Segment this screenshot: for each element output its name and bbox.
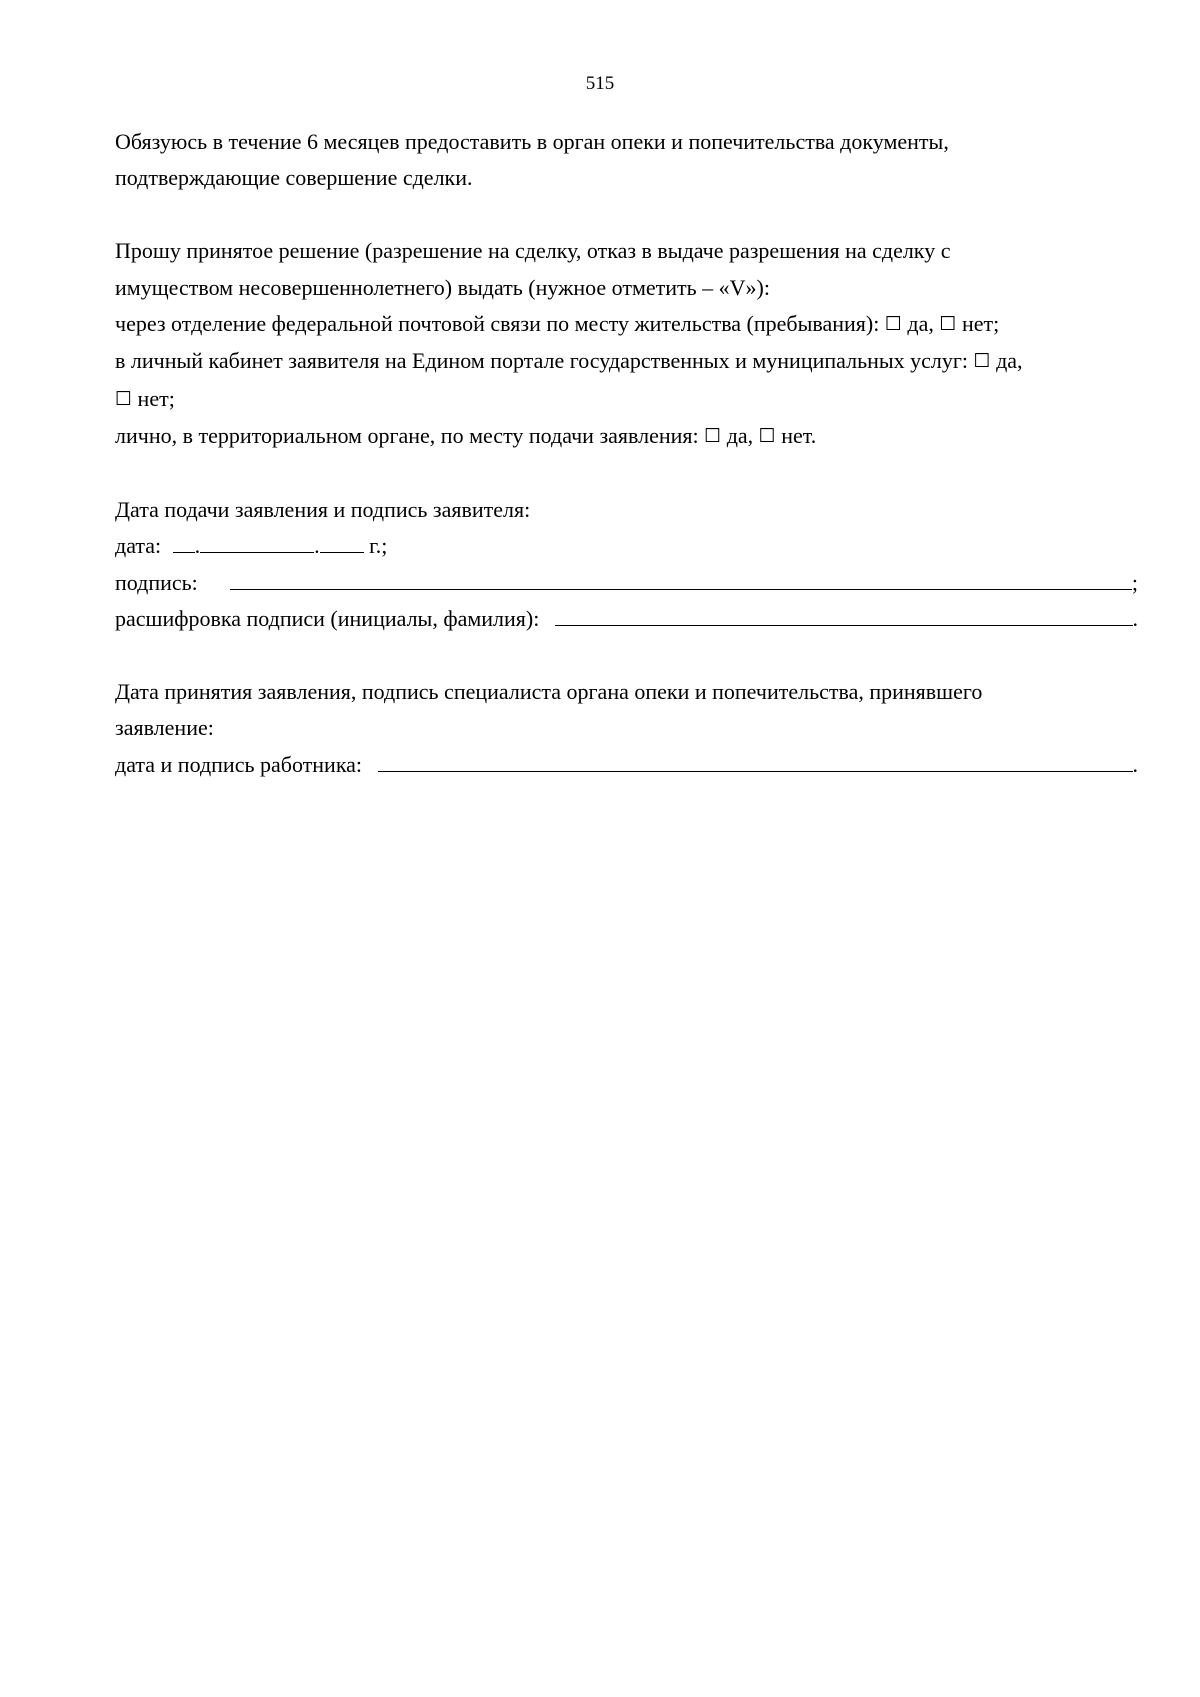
specialist-heading-line-2: заявление: (115, 715, 214, 741)
worker-label: дата и подпись работника: (115, 751, 363, 777)
document-body (115, 124, 1138, 783)
obligation-line-1: Обязуюсь в течение 6 месяцев предоставить в орган опеки и попечительства документы, (115, 129, 949, 154)
date-suffix: г.; (369, 533, 388, 559)
personal-no-label: нет. (781, 423, 817, 449)
spacer (115, 638, 1138, 674)
personal-no-checkbox[interactable]: ☐ (758, 425, 776, 448)
request-line-1: Прошу принятое решение (разрешение на сделку, отказ в выдаче разрешения на сделку с (115, 238, 951, 264)
request-line-2: имуществом несовершеннолетнего) выдать (нужное отметить – «V»): (115, 274, 770, 300)
signature-row (115, 565, 1138, 601)
portal-yes-checkbox[interactable]: ☐ (973, 350, 991, 373)
option-portal-row (115, 343, 1138, 380)
option-personal-row (115, 418, 1138, 455)
date-separator-1: . (194, 533, 201, 559)
option-personal-label: лично, в территориальном органе, по месту подачи заявления: (115, 423, 699, 449)
post-yes-checkbox[interactable]: ☐ (884, 313, 902, 336)
specialist-heading-line-1: Дата принятия заявления, подпись специалиста органа опеки и попечительства, принявшего (115, 679, 983, 705)
worker-signature-field[interactable] (378, 751, 1132, 772)
option-post-row (115, 306, 1138, 343)
date-row (115, 528, 1138, 564)
personal-yes-label: да, (726, 423, 754, 449)
signature-field[interactable] (230, 569, 1132, 590)
signature-end: ; (1131, 569, 1138, 595)
worker-row (115, 747, 1138, 783)
applicant-heading: Дата подачи заявления и подпись заявителя: (115, 497, 531, 523)
date-label: дата: (115, 533, 162, 559)
portal-yes-label: да, (996, 348, 1023, 374)
post-no-label: нет; (961, 311, 1000, 337)
decoding-end: . (1132, 606, 1138, 632)
decoding-label: расшифровка подписи (инициалы, фамилия): (115, 606, 540, 632)
signature-label: подпись: (115, 569, 198, 595)
spacer (115, 456, 1138, 492)
portal-no-label: нет; (137, 385, 175, 411)
decoding-row (115, 601, 1138, 637)
post-no-checkbox[interactable]: ☐ (939, 313, 957, 336)
option-post-label: через отделение федеральной почтовой связи по месту жительства (пребывания): (115, 311, 880, 337)
spacer (115, 197, 1138, 233)
date-year-field[interactable] (320, 532, 364, 553)
personal-yes-checkbox[interactable]: ☐ (704, 425, 722, 448)
portal-no-checkbox[interactable]: ☐ (115, 387, 133, 410)
date-month-field[interactable] (200, 532, 314, 553)
post-yes-label: да, (907, 311, 934, 337)
option-portal-row-continued (115, 381, 1138, 418)
obligation-line-2: подтверждающие совершение сделки. (115, 165, 473, 191)
date-day-field[interactable] (173, 532, 195, 553)
page-number: 515 (585, 73, 615, 94)
worker-end: . (1132, 751, 1138, 777)
date-separator-2: . (314, 533, 320, 559)
option-portal-label: в личный кабинет заявителя на Едином портале государственных и муниципальных услуг: (115, 348, 969, 374)
decoding-field[interactable] (555, 605, 1132, 626)
